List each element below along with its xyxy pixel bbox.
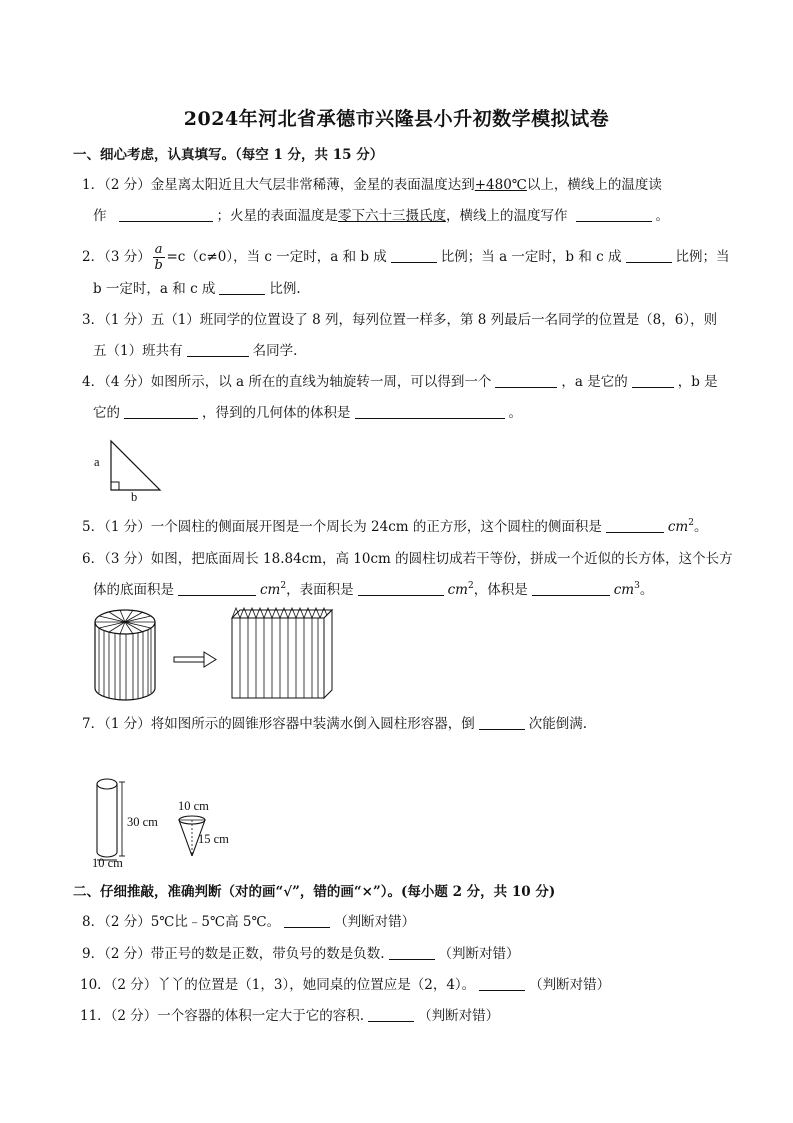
triangle-label-a: a: [94, 455, 100, 469]
q1-blank-1[interactable]: [119, 207, 213, 222]
question-9: 9．（2 分）带正号的数是正数，带负号的数是负数. （判断对错）: [82, 946, 520, 962]
cylinder-height-label: 30 cm: [127, 815, 158, 829]
q2-text-a: 2．（3 分）: [82, 249, 151, 265]
q2-fraction: $\frac{a}{b}$: [154, 242, 163, 273]
q1-temp-mars: 零下六十三摄氏度: [338, 208, 446, 224]
question-10: 10．（2 分）丫丫的位置是（1，3），她同桌的位置应是（2，4）。 （判断对错）: [80, 977, 611, 993]
q2-text-f: 比例.: [269, 281, 301, 297]
q1-text-f: 。: [655, 208, 669, 224]
q4-text-e: ，得到的几何体的体积是: [202, 405, 351, 421]
q4-text-a: 4．（4 分）如图所示，以 a 所在的直线为轴旋转一周，可以得到一个: [82, 374, 492, 390]
q7-text-a: 7．（1 分）将如图所示的圆锥形容器中装满水倒入圆柱形容器，倒: [82, 716, 475, 732]
question-2-line-2: [93, 280, 301, 298]
question-2-line-1: [82, 242, 730, 273]
q7-text-b: 次能倒满.: [528, 716, 588, 732]
q1-blank-2[interactable]: [576, 207, 652, 222]
q8-blank[interactable]: [284, 913, 330, 928]
q1-text-d: ；火星的表面温度是: [216, 208, 338, 224]
arrow-right-icon: [174, 652, 216, 667]
question-1-line-1: [82, 176, 662, 194]
q6-blank-2[interactable]: [358, 581, 444, 596]
cylinder-to-cuboid-figure: [90, 606, 350, 706]
q7-blank[interactable]: [479, 715, 525, 730]
question-3-line-1: 3．（1 分）五（1）班同学的位置设了 8 列，每列位置一样多，第 8 列最后一名同学的位置是（8，6），则: [82, 312, 718, 328]
question-7: [82, 715, 587, 733]
q1-text-b: 以上，横线上的温度读: [526, 177, 662, 193]
section-2-heading: 二、仔细推敲，准确判断（对的画“√”，错的画“×”）。(每小题 2 分，共 10 分): [73, 884, 556, 900]
q5-text: 5．（1 分）一个圆柱的侧面展开图是一个周长为 24cm 的正方形，这个圆柱的侧面积是: [82, 519, 602, 535]
question-4-line-1: [82, 373, 718, 391]
q2-text-e: b 一定时，a 和 c 成: [93, 281, 216, 297]
q6-text-b: 体的底面积是: [93, 582, 174, 598]
question-8: 8．（2 分）5℃比﹣5℃高 5℃。 （判断对错）: [82, 914, 416, 930]
q3-text-c: 名同学.: [252, 343, 298, 359]
q4-text-c: ，b 是: [677, 374, 718, 390]
question-6-line-2: 体的底面积是 $cm^2$，表面积是 $cm^2$，体积是 $cm^3$。: [93, 581, 654, 598]
section-1-heading: 一、细心考虑，认真填写。（每空 1 分，共 15 分）: [73, 147, 384, 163]
question-5: 5．（1 分）一个圆柱的侧面展开图是一个周长为 24cm 的正方形，这个圆柱的侧面积是 $cm^2$。: [82, 518, 708, 535]
q2-text-b: =c（c≠0），当 c 一定时，a 和 b 成: [166, 249, 387, 265]
q3-text-b: 五（1）班共有: [93, 343, 183, 359]
q2-blank-1[interactable]: [391, 248, 437, 263]
triangle-label-b: b: [131, 490, 138, 504]
q1-text-a: 1．（2 分）金星离太阳近且大气层非常稀薄，金星的表面温度达到: [82, 177, 475, 193]
exam-title: 2024年河北省承德市兴隆县小升初数学模拟试卷: [183, 108, 610, 130]
cone-height-label: 15 cm: [198, 832, 229, 846]
q4-text-f: 。: [508, 405, 522, 421]
q2-text-d: 比例；当: [675, 249, 730, 265]
q1-temp-venus: +480℃: [474, 177, 527, 193]
q10-blank[interactable]: [479, 976, 525, 991]
q1-text-e: ，横线上的温度写作: [446, 208, 568, 224]
question-6-line-1: 6．（3 分）如图，把底面周长 18.84cm，高 10cm 的圆柱切成若干等份，拼成一个近似的长方体，这个长方: [82, 551, 733, 567]
q2-text-c: 比例；当 a 一定时，b 和 c 成: [440, 249, 622, 265]
q1-text-c: 作: [93, 208, 107, 224]
q2-blank-2[interactable]: [626, 248, 672, 263]
q4-text-d: 它的: [93, 405, 120, 421]
question-1-line-2: [93, 207, 669, 225]
q6-text-d: ，体积是: [473, 582, 528, 598]
question-11: 11．（2 分）一个容器的体积一定大于它的容积. （判断对错）: [80, 1008, 500, 1024]
q11-blank[interactable]: [368, 1007, 414, 1022]
q4-blank-4[interactable]: [355, 404, 505, 419]
q5-blank[interactable]: [606, 518, 664, 533]
cone-diameter-label: 10 cm: [178, 799, 209, 813]
q6-blank-3[interactable]: [532, 581, 610, 596]
q4-blank-3[interactable]: [124, 404, 198, 419]
approximate-cuboid: [232, 608, 332, 698]
q3-blank[interactable]: [187, 342, 249, 357]
cylinder-diameter-label: 10 cm: [92, 856, 123, 870]
sliced-cylinder: [95, 610, 155, 700]
q4-text-b: ，a 是它的: [561, 374, 628, 390]
q4-blank-1[interactable]: [495, 373, 557, 388]
question-3-line-2: [93, 342, 297, 360]
q6-blank-1[interactable]: [178, 581, 256, 596]
q9-blank[interactable]: [389, 945, 435, 960]
q6-text-c: ，表面积是: [286, 582, 354, 598]
question-4-line-2: [93, 404, 522, 422]
q2-blank-3[interactable]: [219, 280, 265, 295]
q4-blank-2[interactable]: [632, 373, 674, 388]
right-triangle-figure: [108, 438, 188, 498]
